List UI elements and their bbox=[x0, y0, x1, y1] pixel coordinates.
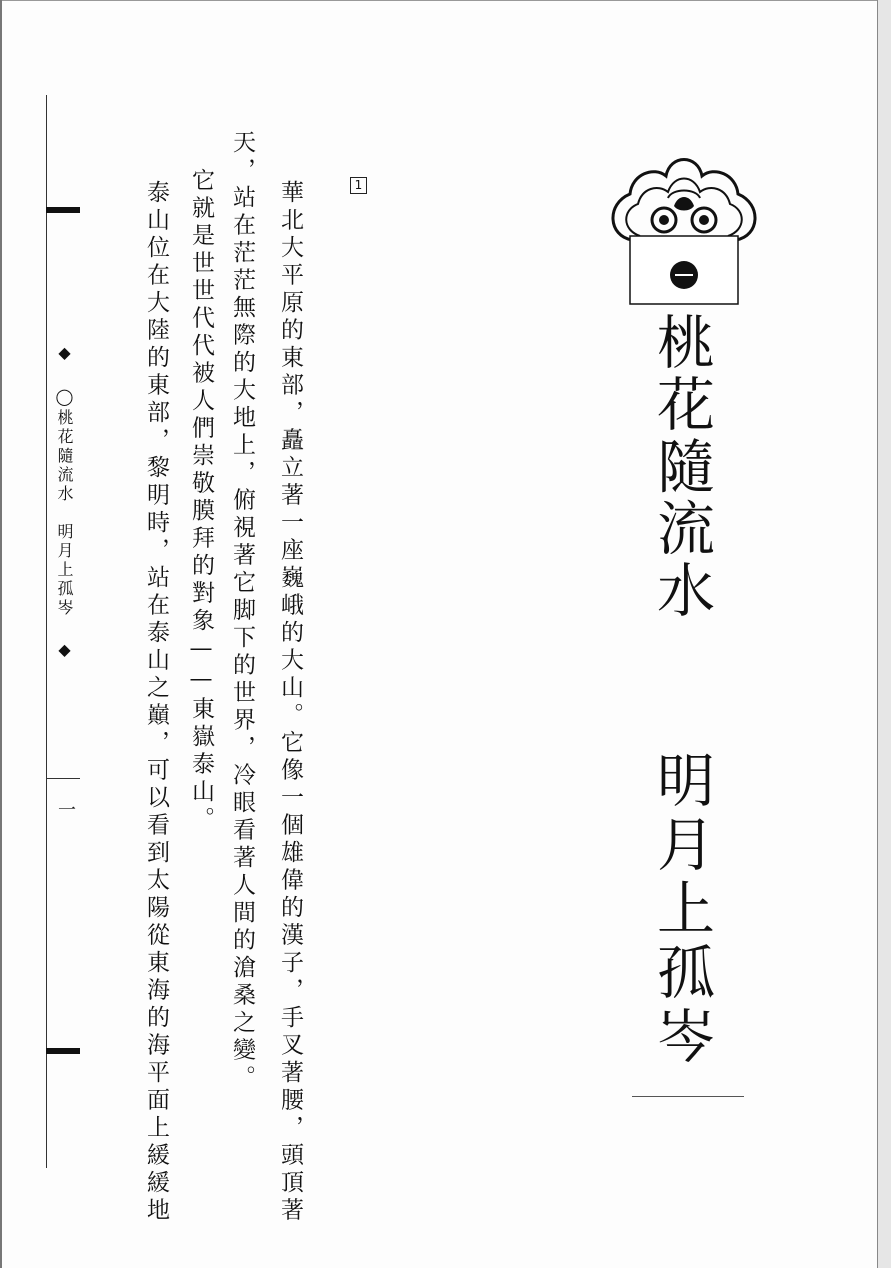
margin-bar-bottom bbox=[46, 1048, 80, 1054]
chapter-ornament-icon bbox=[604, 140, 764, 305]
margin-rule-vertical bbox=[46, 95, 47, 1168]
chapter-subtitle: 明月上孤岑 bbox=[647, 750, 715, 1070]
body-column-4: 泰山位在大陸的東部，黎明時，站在泰山之巔，可以看到太陽從東海的海平面上緩緩地 bbox=[143, 180, 169, 1225]
page-top-edge bbox=[0, 0, 877, 1]
running-head: ◆ ◯桃花隨流水 明月上孤岑 ◆ bbox=[55, 343, 74, 662]
page-number: 一 bbox=[55, 800, 76, 818]
page-left-edge bbox=[0, 0, 2, 1268]
body-column-2: 天，站在茫茫無際的大地上，俯視著它脚下的世界，冷眼看著人間的滄桑之變。 bbox=[229, 130, 255, 1093]
section-marker: 1 bbox=[350, 177, 367, 194]
body-column-1: 華北大平原的東部，矗立著一座巍峨的大山。它像一個雄偉的漢子，手叉著腰，頭頂著 bbox=[277, 180, 303, 1225]
chapter-title: 桃花隨流水 bbox=[647, 312, 715, 622]
margin-bar-top bbox=[46, 207, 80, 213]
body-column-3: 它就是世世代代被人們崇敬膜拜的對象——東嶽泰山。 bbox=[188, 168, 214, 834]
margin-rule-horizontal bbox=[46, 778, 80, 779]
scrollbar[interactable] bbox=[877, 0, 891, 1268]
title-underline bbox=[632, 1096, 744, 1097]
